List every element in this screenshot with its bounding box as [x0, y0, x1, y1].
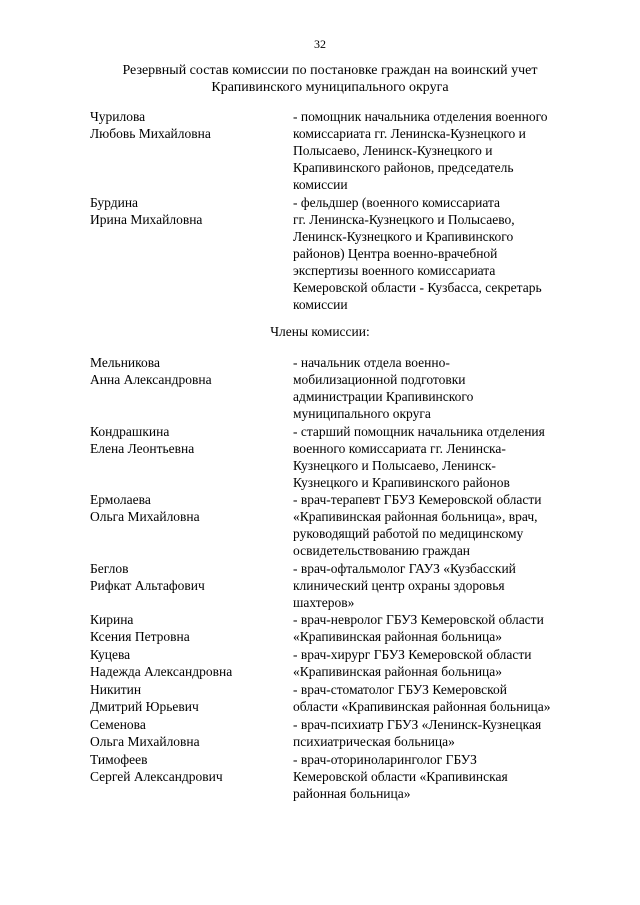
- role-line: - врач-психиатр ГБУЗ «Ленинск-Кузнецкая: [293, 717, 542, 732]
- person-role: [293, 194, 598, 313]
- surname: Ермолаева: [90, 492, 151, 507]
- role-line: «Крапивинская районная больница»: [293, 629, 503, 644]
- person-name: [90, 194, 280, 228]
- given-names: Ирина Михайловна: [90, 212, 203, 227]
- given-names: Дмитрий Юрьевич: [90, 699, 199, 714]
- given-names: Надежда Александровна: [90, 664, 233, 679]
- role-line: комиссариата гг. Ленинска-Кузнецкого и: [293, 126, 526, 141]
- role-line: «Крапивинская районная больница»: [293, 664, 503, 679]
- role-line: области «Крапивинская районная больница»: [293, 699, 551, 714]
- person-name: [90, 716, 280, 750]
- role-line: клинический центр охраны здоровья: [293, 578, 505, 593]
- role-line: комиссии: [293, 297, 348, 312]
- surname: Никитин: [90, 682, 142, 697]
- role-line: психиатрическая больница»: [293, 734, 455, 749]
- role-line: «Крапивинская районная больница», врач,: [293, 509, 538, 524]
- given-names: Любовь Михайловна: [90, 126, 211, 141]
- person-role: [293, 108, 598, 193]
- role-line: экспертизы военного комиссариата: [293, 263, 496, 278]
- person-name: [90, 751, 280, 785]
- role-line: - врач-невролог ГБУЗ Кемеровской области: [293, 612, 544, 627]
- person-role: [293, 423, 598, 491]
- role-line: администрации Крапивинского: [293, 389, 474, 404]
- role-line: - врач-офтальмолог ГАУЗ «Кузбасский: [293, 561, 516, 576]
- person-role: [293, 491, 598, 559]
- members-heading: Члены комиссии:: [270, 324, 370, 339]
- surname: Куцева: [90, 647, 131, 662]
- person-name: [90, 423, 280, 457]
- document-title: [60, 62, 600, 96]
- person-role: [293, 354, 598, 422]
- role-line: - врач-хирург ГБУЗ Кемеровской области: [293, 647, 532, 662]
- role-line: шахтеров»: [293, 595, 355, 610]
- role-line: военного комиссариата гг. Ленинска-: [293, 441, 506, 456]
- role-line: - фельдшер (военного комиссариата: [293, 195, 501, 210]
- person-role: [293, 646, 598, 680]
- given-names: Сергей Александрович: [90, 769, 223, 784]
- given-names: Ксения Петровна: [90, 629, 190, 644]
- title-line-2: Крапивинского муниципального округа: [211, 80, 449, 95]
- person-role: [293, 560, 598, 611]
- given-names: Анна Александровна: [90, 372, 212, 387]
- role-line: Полысаево, Ленинск-Кузнецкого и: [293, 143, 493, 158]
- surname: Кирина: [90, 612, 134, 627]
- surname: Чурилова: [90, 109, 146, 124]
- role-line: Кемеровской области - Кузбасса, секретарь: [293, 280, 542, 295]
- role-line: Крапивинского районов, председатель: [293, 160, 514, 175]
- surname: Семенова: [90, 717, 146, 732]
- role-line: Ленинск-Кузнецкого и Крапивинского: [293, 229, 514, 244]
- person-name: [90, 560, 280, 594]
- person-name: [90, 354, 280, 388]
- role-line: - врач-оториноларинголог ГБУЗ: [293, 752, 477, 767]
- role-line: Кузнецкого и Полысаево, Ленинск-: [293, 458, 496, 473]
- person-name: [90, 611, 280, 645]
- role-line: районов) Центра военно-врачебной: [293, 246, 498, 261]
- surname: Бурдина: [90, 195, 139, 210]
- person-name: [90, 646, 280, 680]
- person-role: [293, 716, 598, 750]
- role-line: гг. Ленинска-Кузнецкого и Полысаево,: [293, 212, 515, 227]
- role-line: Кемеровской области «Крапивинская: [293, 769, 508, 784]
- role-line: - врач-терапевт ГБУЗ Кемеровской области: [293, 492, 542, 507]
- person-role: [293, 611, 598, 645]
- person-name: [90, 108, 280, 142]
- given-names: Рифкат Альтафович: [90, 578, 205, 593]
- role-line: мобилизационной подготовки: [293, 372, 466, 387]
- given-names: Елена Леонтьевна: [90, 441, 195, 456]
- title-line-1: Резервный состав комиссии по постановке граждан на воинский учет: [122, 63, 538, 78]
- surname: Мельникова: [90, 355, 160, 370]
- person-name: [90, 491, 280, 525]
- surname: Тимофеев: [90, 752, 148, 767]
- person-role: [293, 751, 598, 802]
- given-names: Ольга Михайловна: [90, 509, 200, 524]
- role-line: - врач-стоматолог ГБУЗ Кемеровской: [293, 682, 507, 697]
- surname: Кондрашкина: [90, 424, 170, 439]
- role-line: районная больница»: [293, 786, 411, 801]
- role-line: комиссии: [293, 177, 348, 192]
- role-line: - старший помощник начальника отделения: [293, 424, 545, 439]
- role-line: руководящий работой по медицинскому: [293, 526, 524, 541]
- role-line: - помощник начальника отделения военного: [293, 109, 548, 124]
- person-role: [293, 681, 598, 715]
- role-line: Кузнецкого и Крапивинского районов: [293, 475, 510, 490]
- role-line: - начальник отдела военно-: [293, 355, 450, 370]
- role-line: муниципального округа: [293, 406, 431, 421]
- person-name: [90, 681, 280, 715]
- page-number: 32: [314, 37, 326, 51]
- given-names: Ольга Михайловна: [90, 734, 200, 749]
- surname: Беглов: [90, 561, 129, 576]
- role-line: освидетельствованию граждан: [293, 543, 471, 558]
